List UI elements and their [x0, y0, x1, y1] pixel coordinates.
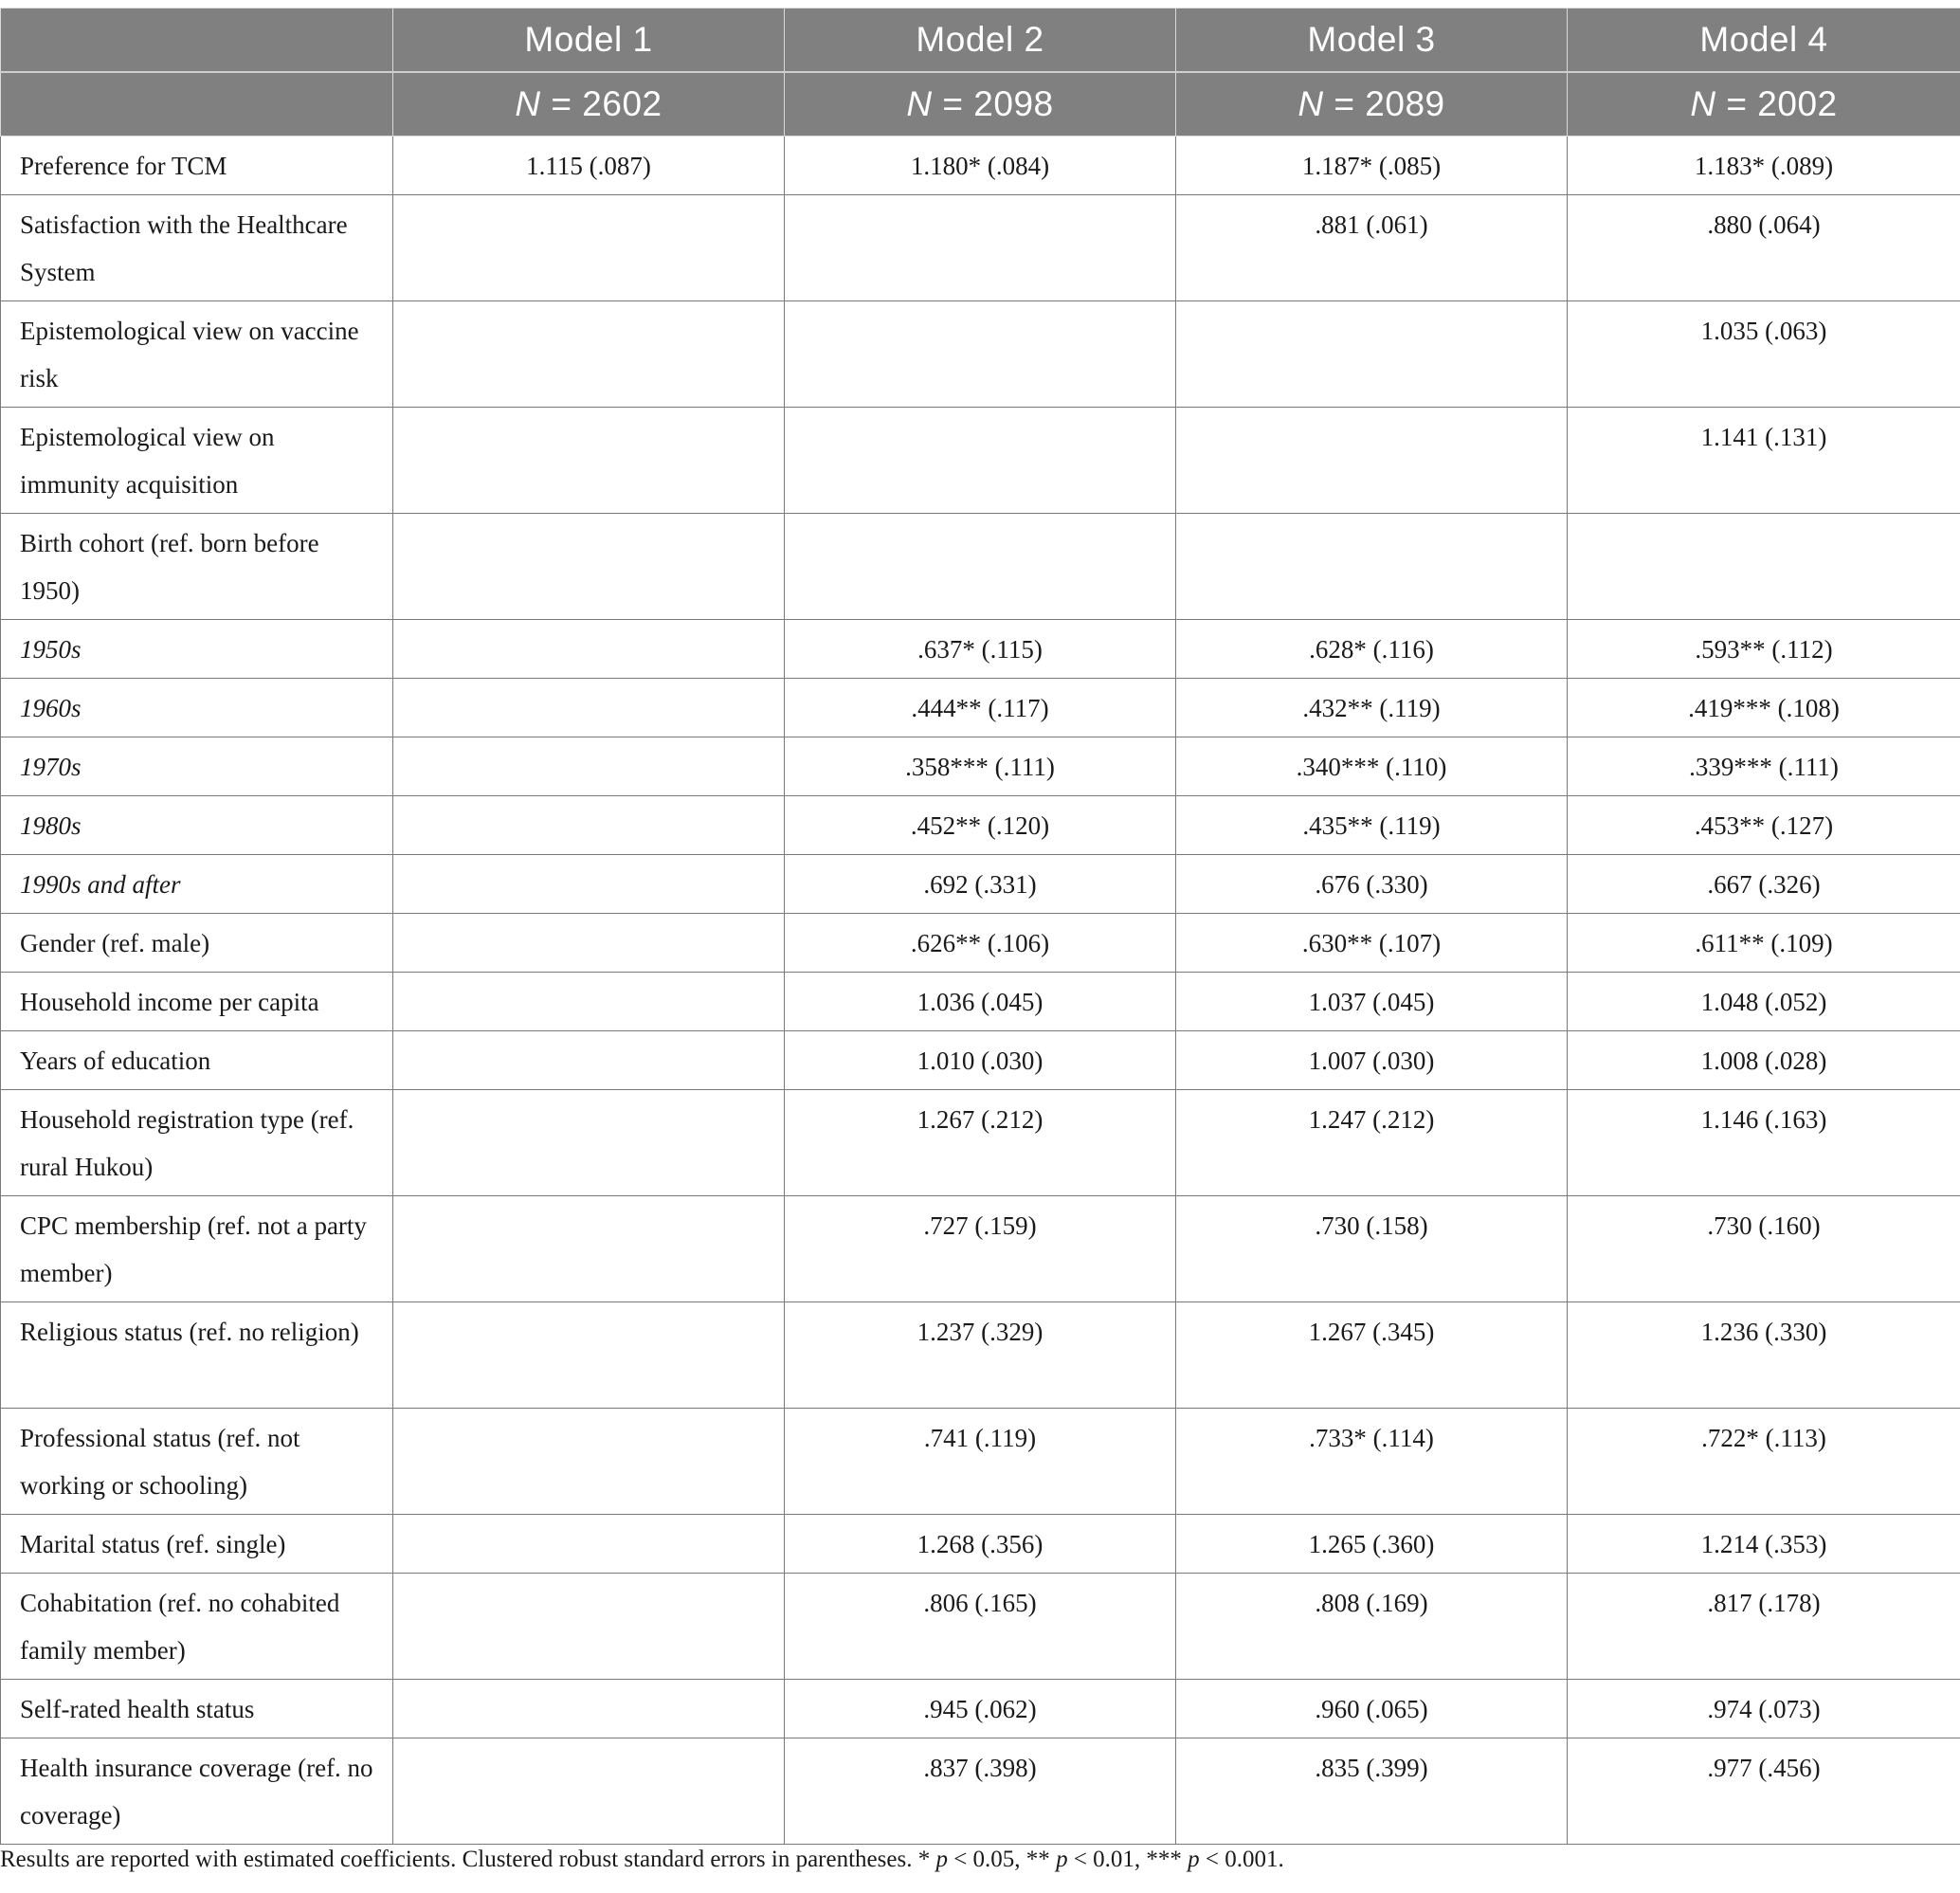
cell-model-1 [393, 1738, 785, 1845]
table-footnote: Results are reported with estimated coefficients. Clustered robust standard errors in parentheses. * p < 0.05, ** p < 0.01, *** p < 0.001. [0, 1847, 1284, 1872]
cell-model-2: .945 (.062) [785, 1680, 1176, 1738]
cell-model-1 [393, 1574, 785, 1680]
cell-model-3: 1.267 (.345) [1176, 1302, 1568, 1409]
cell-model-1 [393, 855, 785, 914]
cell-model-4 [1568, 514, 1960, 620]
cell-model-2: .806 (.165) [785, 1574, 1176, 1680]
cell-model-4: 1.214 (.353) [1568, 1515, 1960, 1574]
header-n-model-2: N = 2098 [785, 72, 1176, 137]
cell-model-2: 1.180* (.084) [785, 137, 1176, 195]
row-label: Self-rated health status [1, 1680, 393, 1738]
table-row [1, 1302, 1960, 1409]
table-row [1, 1738, 1960, 1845]
table-row [1, 679, 1960, 737]
cell-model-2 [785, 514, 1176, 620]
cell-model-4: 1.141 (.131) [1568, 408, 1960, 514]
table-row [1, 737, 1960, 796]
table-row [1, 514, 1960, 620]
table-row [1, 1680, 1960, 1738]
row-label: 1950s [1, 620, 393, 679]
cell-model-1 [393, 1196, 785, 1302]
cell-model-2: 1.267 (.212) [785, 1090, 1176, 1196]
cell-model-3: .630** (.107) [1176, 914, 1568, 973]
cell-model-1 [393, 973, 785, 1031]
cell-model-4: .419*** (.108) [1568, 679, 1960, 737]
cell-model-3: .808 (.169) [1176, 1574, 1568, 1680]
cell-model-3: .881 (.061) [1176, 195, 1568, 301]
row-label: Years of education [1, 1031, 393, 1090]
cell-model-1 [393, 301, 785, 408]
cell-model-4: .880 (.064) [1568, 195, 1960, 301]
cell-model-1 [393, 1031, 785, 1090]
cell-model-2 [785, 301, 1176, 408]
table-row [1, 408, 1960, 514]
table-header [1, 9, 1960, 137]
cell-model-3: 1.007 (.030) [1176, 1031, 1568, 1090]
header-n-model-4: N = 2002 [1568, 72, 1960, 137]
cell-model-1 [393, 737, 785, 796]
header-row-n [1, 72, 1960, 137]
cell-model-2 [785, 408, 1176, 514]
cell-model-1 [393, 408, 785, 514]
cell-model-2: .444** (.117) [785, 679, 1176, 737]
cell-model-2: .358*** (.111) [785, 737, 1176, 796]
row-label: Epistemological view on vaccine risk [1, 301, 393, 408]
cell-model-2: 1.010 (.030) [785, 1031, 1176, 1090]
regression-table [0, 8, 1960, 1845]
table-row [1, 195, 1960, 301]
cell-model-4: .593** (.112) [1568, 620, 1960, 679]
cell-model-1 [393, 1302, 785, 1409]
cell-model-3 [1176, 514, 1568, 620]
cell-model-2: .626** (.106) [785, 914, 1176, 973]
cell-model-4: .667 (.326) [1568, 855, 1960, 914]
row-label: Household income per capita [1, 973, 393, 1031]
cell-model-2: .637* (.115) [785, 620, 1176, 679]
header-model-4: Model 4 [1568, 9, 1960, 73]
row-label: Gender (ref. male) [1, 914, 393, 973]
cell-model-4: 1.048 (.052) [1568, 973, 1960, 1031]
cell-model-4: 1.183* (.089) [1568, 137, 1960, 195]
table-row [1, 1090, 1960, 1196]
cell-model-4: .977 (.456) [1568, 1738, 1960, 1845]
row-label: 1960s [1, 679, 393, 737]
row-label: Health insurance coverage (ref. no coverage) [1, 1738, 393, 1845]
cell-model-2: 1.237 (.329) [785, 1302, 1176, 1409]
row-label: Household registration type (ref. rural Hukou) [1, 1090, 393, 1196]
cell-model-3: .628* (.116) [1176, 620, 1568, 679]
cell-model-3: 1.187* (.085) [1176, 137, 1568, 195]
cell-model-3: .960 (.065) [1176, 1680, 1568, 1738]
cell-model-2: .741 (.119) [785, 1409, 1176, 1515]
cell-model-4: .817 (.178) [1568, 1574, 1960, 1680]
cell-model-1 [393, 620, 785, 679]
row-label: CPC membership (ref. not a party member) [1, 1196, 393, 1302]
table-row [1, 1574, 1960, 1680]
cell-model-4: 1.146 (.163) [1568, 1090, 1960, 1196]
cell-model-3: .340*** (.110) [1176, 737, 1568, 796]
cell-model-4: .974 (.073) [1568, 1680, 1960, 1738]
cell-model-4: .722* (.113) [1568, 1409, 1960, 1515]
table-row [1, 855, 1960, 914]
table-row [1, 137, 1960, 195]
table-row [1, 1196, 1960, 1302]
header-model-2: Model 2 [785, 9, 1176, 73]
row-label: Satisfaction with the Healthcare System [1, 195, 393, 301]
table-row [1, 1031, 1960, 1090]
table-row [1, 973, 1960, 1031]
table-row [1, 620, 1960, 679]
cell-model-1 [393, 514, 785, 620]
header-model-3: Model 3 [1176, 9, 1568, 73]
cell-model-3: .730 (.158) [1176, 1196, 1568, 1302]
row-label: Religious status (ref. no religion) [1, 1302, 393, 1409]
row-label: 1980s [1, 796, 393, 855]
cell-model-1 [393, 1515, 785, 1574]
cell-model-3: 1.037 (.045) [1176, 973, 1568, 1031]
cell-model-2 [785, 195, 1176, 301]
cell-model-2: 1.268 (.356) [785, 1515, 1176, 1574]
header-model-1: Model 1 [393, 9, 785, 73]
cell-model-3 [1176, 408, 1568, 514]
header-row-models [1, 9, 1960, 73]
cell-model-3: 1.247 (.212) [1176, 1090, 1568, 1196]
cell-model-3: .676 (.330) [1176, 855, 1568, 914]
table-row [1, 1409, 1960, 1515]
row-label: Birth cohort (ref. born before 1950) [1, 514, 393, 620]
cell-model-1 [393, 1680, 785, 1738]
cell-model-1 [393, 679, 785, 737]
cell-model-3: .432** (.119) [1176, 679, 1568, 737]
cell-model-1 [393, 1090, 785, 1196]
cell-model-4: .730 (.160) [1568, 1196, 1960, 1302]
table-row [1, 914, 1960, 973]
header-n-model-3: N = 2089 [1176, 72, 1568, 137]
cell-model-1 [393, 1409, 785, 1515]
table-body [1, 137, 1960, 1845]
cell-model-4: 1.008 (.028) [1568, 1031, 1960, 1090]
row-label: Preference for TCM [1, 137, 393, 195]
row-label: Epistemological view on immunity acquisition [1, 408, 393, 514]
cell-model-2: .692 (.331) [785, 855, 1176, 914]
cell-model-1 [393, 195, 785, 301]
cell-model-3: 1.265 (.360) [1176, 1515, 1568, 1574]
cell-model-4: 1.236 (.330) [1568, 1302, 1960, 1409]
table-row [1, 301, 1960, 408]
row-label: Marital status (ref. single) [1, 1515, 393, 1574]
cell-model-2: 1.036 (.045) [785, 973, 1176, 1031]
cell-model-3: .835 (.399) [1176, 1738, 1568, 1845]
cell-model-1 [393, 914, 785, 973]
cell-model-1 [393, 796, 785, 855]
cell-model-2: .452** (.120) [785, 796, 1176, 855]
row-label: 1970s [1, 737, 393, 796]
cell-model-4: .611** (.109) [1568, 914, 1960, 973]
cell-model-2: .837 (.398) [785, 1738, 1176, 1845]
row-label: Professional status (ref. not working or schooling) [1, 1409, 393, 1515]
header-corner-n [1, 72, 393, 137]
cell-model-3: .733* (.114) [1176, 1409, 1568, 1515]
cell-model-3: .435** (.119) [1176, 796, 1568, 855]
cell-model-4: .453** (.127) [1568, 796, 1960, 855]
cell-model-1: 1.115 (.087) [393, 137, 785, 195]
cell-model-3 [1176, 301, 1568, 408]
cell-model-2: .727 (.159) [785, 1196, 1176, 1302]
header-n-model-1: N = 2602 [393, 72, 785, 137]
header-corner [1, 9, 393, 73]
row-label: Cohabitation (ref. no cohabited family member) [1, 1574, 393, 1680]
regression-table-container [0, 8, 1960, 1845]
table-row [1, 1515, 1960, 1574]
table-row [1, 796, 1960, 855]
row-label: 1990s and after [1, 855, 393, 914]
cell-model-4: 1.035 (.063) [1568, 301, 1960, 408]
cell-model-4: .339*** (.111) [1568, 737, 1960, 796]
